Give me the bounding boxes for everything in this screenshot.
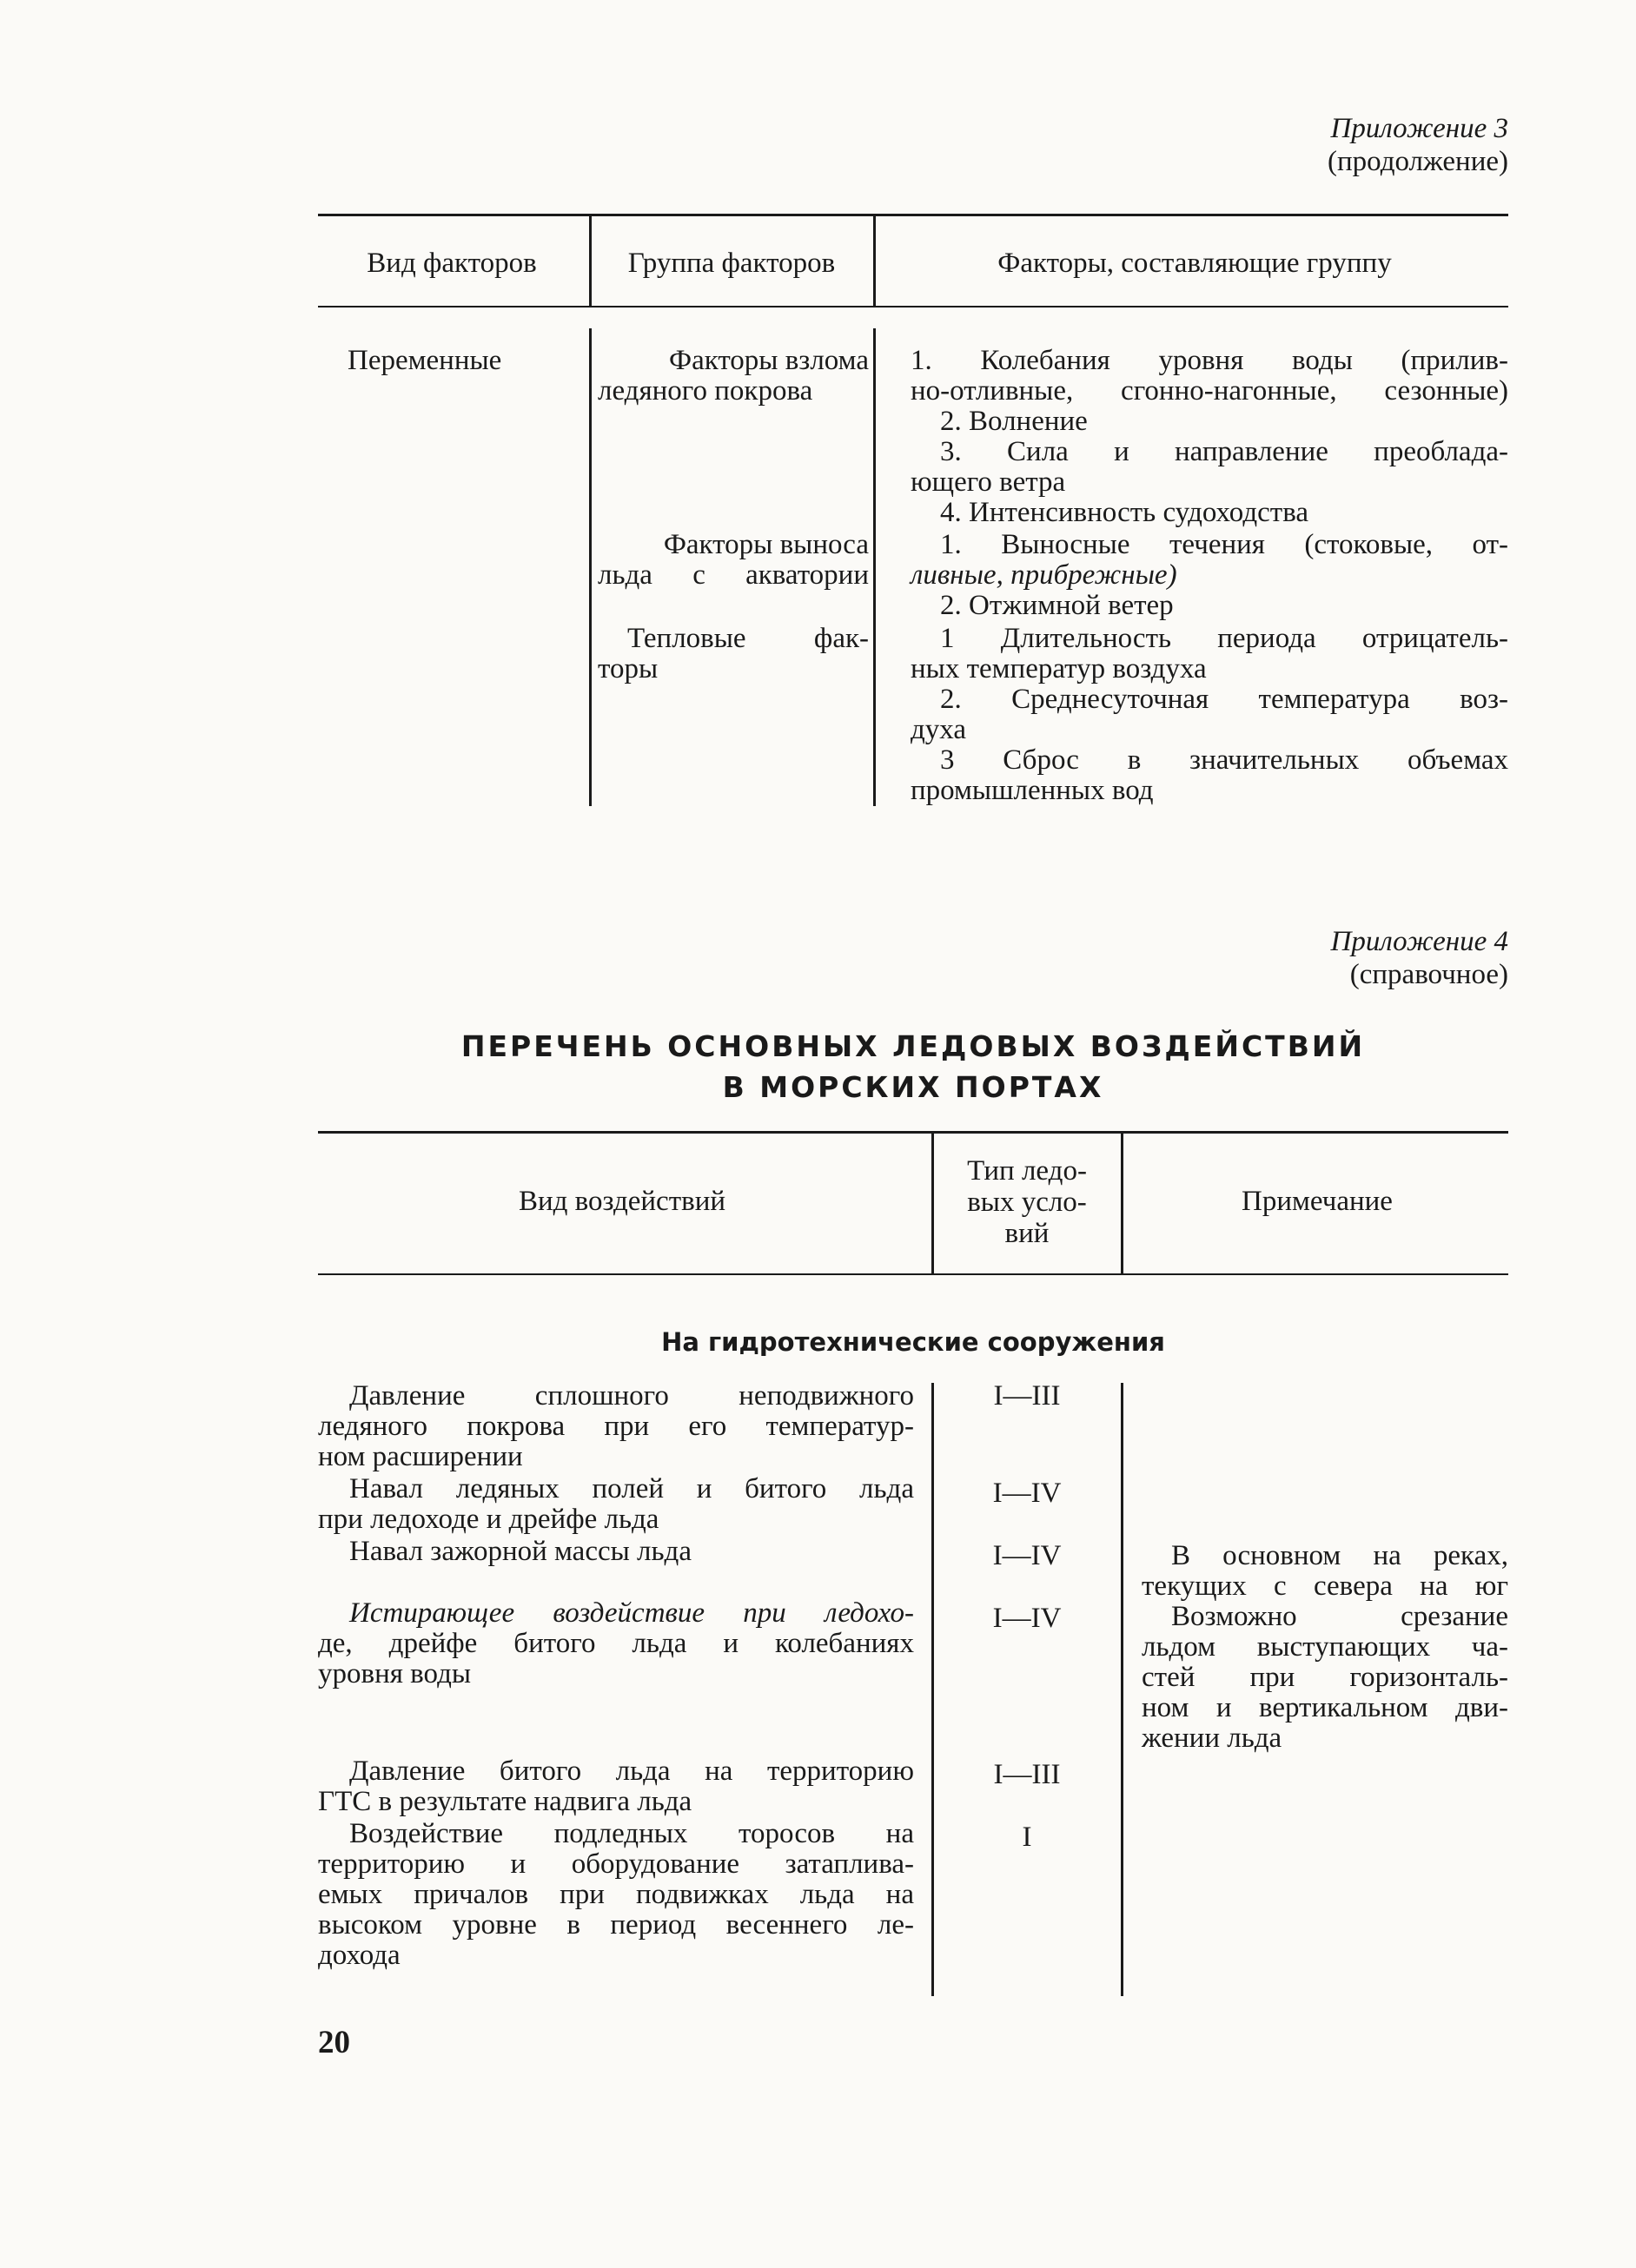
table2-top-rule — [318, 1131, 1508, 1134]
table2-header-divider-2 — [1121, 1133, 1123, 1275]
table1-header-divider-2 — [873, 215, 876, 307]
table2-row-4-line-1: Истирающее воздействие при ледохо- — [349, 1597, 914, 1629]
table2-note-1-line-2: текущих с севера на юг — [1142, 1570, 1508, 1602]
table2-header-divider-1 — [931, 1133, 934, 1275]
table1-factor-3-4: духа — [911, 714, 967, 745]
table2-row-4-line-2: де, дрейфе битого льда и колебаниях — [318, 1628, 914, 1659]
table2-note-2-line-3: стей при горизонталь- — [1142, 1662, 1508, 1693]
table1-group-3-line-2: торы — [598, 653, 659, 684]
table1-factor-3-3: 2. Среднесуточная температура воз- — [940, 684, 1508, 715]
table2-row-6-line-3: емых причалов при подвижках льда на — [318, 1879, 914, 1910]
table1-group-2-line-1: Факторы выноса — [663, 529, 869, 560]
table1-group-1-line-1: Факторы взлома — [669, 345, 869, 376]
table2-row-6-line-5: дохода — [318, 1940, 401, 1971]
table1-factor-2-2: ливные, прибрежные) — [911, 559, 1177, 591]
table1-header-divider-1 — [589, 215, 592, 307]
table2-header-impact: Вид воздействий — [518, 1186, 726, 1217]
table1-factor-1-2: но-отливные, сгонно-нагонные, сезонные) — [911, 375, 1508, 407]
table2-row-6-line-1: Воздействие подледных торосов на — [349, 1818, 914, 1849]
table1-top-rule — [318, 214, 1508, 216]
table1-factor-1-5: ющего ветра — [911, 466, 1066, 498]
table1-factor-3-5: 3 Сброс в значительных объемах — [940, 744, 1508, 776]
table1-group-1-line-2: ледяного покрова — [598, 375, 813, 407]
table1-factor-1-3: 2. Волнение — [940, 406, 1088, 437]
table2-row-6-type: I — [1022, 1822, 1032, 1853]
table2-row-5-line-2: ГТС в результате надвига льда — [318, 1786, 692, 1817]
table1-factor-1-6: 4. Интенсивность судоходства — [940, 497, 1309, 528]
table2-row-1-line-1: Давление сплошного неподвижного — [349, 1380, 914, 1412]
table2-note-2-line-5: жении льда — [1142, 1722, 1282, 1754]
table1-factor-1-4: 3. Сила и направление преоблада- — [940, 436, 1508, 467]
table1-header-rule — [318, 306, 1508, 307]
table2-row-4-line-3: уровня воды — [318, 1658, 472, 1689]
table1-factor-2-3: 2. Отжимной ветер — [940, 590, 1174, 621]
table2-header-rule — [318, 1273, 1508, 1275]
table2-header-type-1: Тип ледо- — [967, 1155, 1087, 1187]
table1-header-kind: Вид факторов — [367, 248, 537, 279]
table2-row-2-line-2: при ледоходе и дрейфе льда — [318, 1504, 659, 1535]
appendix4-title-line-1: ПЕРЕЧЕНЬ ОСНОВНЫХ ЛЕДОВЫХ ВОЗДЕЙСТВИЙ — [460, 1029, 1366, 1063]
page-number: 20 — [318, 2025, 350, 2060]
table2-section-heading: На гидротехнические сооружения — [661, 1327, 1165, 1357]
table2-row-6-line-2: территорию и оборудование затаплива- — [318, 1848, 914, 1880]
table1-group-2-line-2: льда с акватории — [598, 559, 869, 591]
table2-note-2-line-1: Возможно срезание — [1171, 1601, 1508, 1632]
table2-row-3-line-1: Навал зажорной массы льда — [349, 1536, 692, 1567]
table1-group-3-line-1: Тепловые фак- — [627, 623, 869, 654]
table2-row-2-type: I—IV — [992, 1478, 1062, 1509]
table2-header-type-3: вий — [1004, 1218, 1050, 1249]
appendix4-label: Приложение 4 — [1330, 926, 1508, 957]
appendix4-title-line-2: В МОРСКИХ ПОРТАХ — [722, 1070, 1104, 1104]
table2-header-type-2: вых усло- — [967, 1187, 1087, 1218]
table2-row-1-line-2: ледяного покрова при его температур- — [318, 1411, 914, 1442]
appendix3-note: (продолжение) — [1328, 146, 1508, 177]
table2-row-1-type: I—III — [993, 1380, 1061, 1412]
table1-body-divider-2 — [873, 328, 876, 806]
table2-row-5-line-1: Давление битого льда на территорию — [349, 1756, 914, 1787]
table2-note-1-line-1: В основном на реках, — [1171, 1540, 1508, 1571]
table1-factor-1-1: 1. Колебания уровня воды (прилив- — [911, 345, 1508, 376]
table2-body-divider-1 — [931, 1383, 934, 1996]
table1-factor-3-6: промышленных вод — [911, 775, 1154, 806]
table2-header-note: Примечание — [1242, 1186, 1393, 1217]
table2-note-2-line-4: ном и вертикальном дви- — [1142, 1692, 1508, 1723]
table2-row-4-type: I—IV — [992, 1603, 1062, 1634]
appendix4-note: (справочное) — [1349, 959, 1508, 990]
table2-row-2-line-1: Навал ледяных полей и битого льда — [349, 1473, 914, 1504]
table1-factor-3-1: 1 Длительность периода отрицатель- — [940, 623, 1508, 654]
table2-row-6-line-4: высоком уровне в период весеннего ле- — [318, 1909, 914, 1941]
table1-header-group: Группа факторов — [627, 248, 836, 279]
table1-kind-variable: Переменные — [348, 345, 502, 376]
table2-note-2-line-2: льдом выступающих ча- — [1142, 1631, 1508, 1663]
table2-body-divider-2 — [1121, 1383, 1123, 1996]
table1-body-divider-1 — [589, 328, 592, 806]
table2-row-1-line-3: ном расширении — [318, 1441, 523, 1472]
table1-factor-2-1: 1. Выносные течения (стоковые, от- — [940, 529, 1508, 560]
table1-header-factors: Факторы, составляющие группу — [997, 248, 1392, 279]
table2-row-5-type: I—III — [993, 1759, 1061, 1790]
appendix3-label: Приложение 3 — [1330, 113, 1508, 144]
table1-factor-3-2: ных температур воздуха — [911, 653, 1207, 684]
table2-row-3-type: I—IV — [992, 1540, 1062, 1571]
